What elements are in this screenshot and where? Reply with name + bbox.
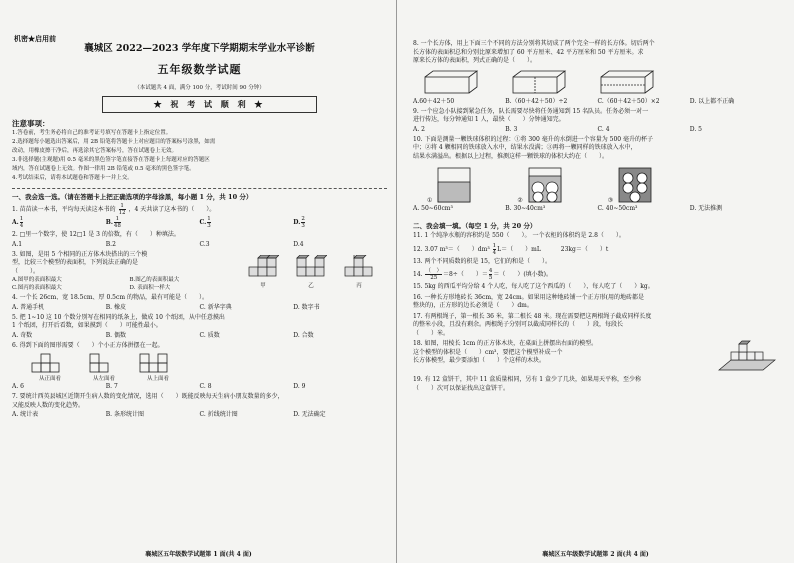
view-figures: [30, 352, 387, 382]
option-b[interactable]: B. 橡皮: [105, 303, 126, 311]
exam-info: （本试题共 4 面，满分 100 分，考试时间 90 分钟）: [134, 85, 265, 91]
option-d[interactable]: $D.\frac{2}{3}$: [293, 216, 305, 229]
cuboid-figures: [423, 69, 782, 95]
page-1: 机密★启用前 襄城区 2022—2023 学年度下学期期末学业水平诊断 五年级数学试题 （本试题共 4 面，满分 100 分，考试时间 90 分钟） ★ 祝 考 试 顺 利 ★ 注意事项： 1.答卷前，考生务必将自己的准考证号填写在答题卡上指定位置。 2.选择题每小题选出答案后，用 2B 铅笔将答题卡上对应题目的答案标号涂黑，如需 改动，用橡皮擦干净后，再选涂其它答案标号，答在试题卷上无效。 3.非选择题(主观题)用 0.5 毫米的黑色签字笔直接答在答题卡上每题对应的答题区 域内，答在试题卷上无效。作图一律用 2B 铅笔或 0.5 毫米的黑色签字笔。 4.考试结束后，请将本试题卷和答题卡一并上交。 一、我会选一选。（请在答题卡上把正确选项的字母涂黑，每小题 1 分，共 10 分） 1. 苗苗读一本书，平均每天读这本书的 $\frac{1}{12}$ ，4 天共读了这本书的（ ）。 $A.\frac{1}{4}$ $B.\frac{1}{48}$ $C.\frac{1}{3}$ $D.\frac{2}{3}$ 2. □里一个数字，使 12□1 是 3 的倍数，有（ ）种填法。 A.1 B.2 C.3 D.4 3. 如图，是用 5 个相同的正方体木块搭出的三个模 型，比较三个模型的表面积，下列说法正确的是 （ ）。 A.图甲的表面积最大 B.图乙的表面积最大 C.图丙的表面积最大 D. 表面积一样大 甲 乙 丙 4. 一个长 26cm、宽 18.5cm、厚 0.5cm 的物品，最有可能是（ ）。 A. 普通手机 B. 橡皮 C. 新华字典 D. 数字书 5. 把 1~10 这 10 个数分别写在相同的纸条上，做成 10 个纸团，从中任意摸出 1 个纸团，打开后看数，如果摸到（ ）可能性最小。 A. 奇数 B. 偶数 C. 质数 D. 合数 6. 得到下面的图形需要（ ）个小正方体拼摆在一起。 从正面看 从左面看 从上面看 A. 6 B. 7 C. 8 D. 9 7. 要统计西英县城区近期开生病人数的变化情况，选用（ ）既能反映每天生病小朋友数量的多少， 又能反映人数的变化趋势。 A. 统计表 B. 条形统计图 C. 折线统计图 D. 无法确定 襄城区五年级数学试题第 1 面(共 4 面): [0, 0, 397, 563]
option-b[interactable]: B. 7: [105, 383, 118, 390]
question-16: 16. 一种长方形地砖长 36cm，宽 24cm。如果用这种地砖铺一个正方形(用的地砖都是: [413, 293, 644, 301]
question-4-options: [12, 303, 387, 312]
option-b[interactable]: B.（60＋42＋50）÷2: [505, 97, 568, 105]
question-18: 18. 如图，用棱长 1cm 的正方体木块，在桌面上拼摆出右面的模型。 这个模型的体积是（ ）cm³，要把这个模型补成一个 长方体模型，最少要添加（ ）个这样的木块。: [413, 338, 782, 374]
note-item: 4.考试结束后，请将本试题卷和答题卡一并上交。: [12, 175, 133, 181]
cube-models: [247, 255, 375, 293]
cube-model-icon: [247, 255, 279, 281]
beaker-overflow-icon: [616, 164, 656, 204]
block-model-icon: [717, 340, 777, 374]
option-b[interactable]: B. 30~40cm³: [505, 205, 546, 212]
option-d[interactable]: D. 合数: [293, 331, 314, 339]
question-4: 4. 一个长 26cm、宽 18.5cm、厚 0.5cm 的物品，最有可能是（ ）。: [12, 294, 208, 301]
exam-title: 襄城区 2022—2023 学年度下学期期末学业水平诊断: [84, 43, 315, 54]
option-d[interactable]: D.4: [293, 240, 304, 248]
question-10: 10. 下面是测量一颗铁球体积的过程：①将 300 毫升的水倒进一个容量为 500 毫升的杯子: [413, 135, 653, 143]
front-view-icon: [30, 352, 70, 374]
option-c[interactable]: C. 折线统计图: [199, 411, 238, 418]
beaker-figures: [427, 164, 782, 204]
question-6: 6. 得到下面的图形需要（ ）个小正方体拼摆在一起。: [12, 341, 164, 349]
question-8-options: [413, 97, 782, 106]
exam-subtitle: 五年级数学试题: [157, 63, 242, 76]
option-c[interactable]: C. 8: [199, 383, 212, 390]
section-1-title: 一、我会选一选。（请在答题卡上把正确选项的字母涂黑，每小题 1 分，共 10 分）: [12, 193, 253, 201]
section-2-title: 二、我会填一填。（每空 1 分，共 20 分）: [413, 222, 537, 230]
beaker-icon: [435, 164, 475, 204]
separator: [12, 188, 387, 189]
cube-model-icon: [343, 255, 375, 281]
question-3: 3. 如图，是用 5 个相同的正方体木块搭出的三个模 型，比较三个模型的表面积，下列说法正确的是 （ ）。 A.图甲的表面积最大 B.图乙的表面积最大 C.图丙的表面积最大 D. 表面积一样大 甲 乙 丙: [12, 249, 387, 293]
question-1-options: [12, 216, 387, 229]
option-d[interactable]: D. 9: [293, 383, 306, 390]
front-view: 从正面看: [30, 352, 70, 382]
model-bing: 丙: [343, 255, 375, 293]
option-a[interactable]: A. 50~60cm³: [413, 205, 453, 212]
option-a[interactable]: A. 6: [12, 383, 24, 390]
cube-model-icon: [295, 255, 327, 281]
option-b[interactable]: B. 3: [505, 125, 518, 133]
option-b[interactable]: B.2: [105, 240, 116, 248]
beaker-3: ③: [608, 164, 656, 204]
beaker-2: ②: [517, 164, 565, 204]
cuboid-icon: [423, 69, 481, 95]
option-d[interactable]: D. 数字书: [293, 303, 320, 311]
option-a[interactable]: A. 普通手机: [12, 303, 45, 311]
option-d[interactable]: D. 无法确定: [293, 411, 326, 418]
option-d[interactable]: D. 表面积一样大: [129, 285, 171, 291]
option-c[interactable]: C.（60＋42＋50）×2: [597, 97, 660, 105]
option-d[interactable]: D. 无法推测: [689, 205, 723, 212]
top-view-icon: [138, 352, 178, 374]
option-c[interactable]: C. 新华字典: [199, 303, 232, 311]
question-1: 1. 苗苗读一本书，平均每天读这本书的 $\frac{1}{12}$ ，4 天共读了这本书的（ ）。: [12, 203, 216, 216]
question-5-options: [12, 331, 387, 340]
note-item: 域内，答在试题卷上无效。作图一律用 2B 铅笔或 0.5 毫米的黑色签字笔。: [12, 166, 195, 172]
option-a[interactable]: A.1: [12, 240, 23, 248]
option-a[interactable]: $A.\frac{1}{4}$: [12, 216, 24, 229]
page-footer: 襄城区五年级数学试题第 2 面(共 4 面): [542, 551, 649, 558]
cuboid-icon: [511, 69, 569, 95]
fraction: $\frac{1}{12}$: [118, 203, 126, 216]
model-jia: 甲: [247, 255, 279, 293]
question-2-options: [12, 240, 387, 249]
question-12: 12. 3.07 m³＝（ ）$dm^3 \frac{1}{4}$ L＝（ ）mL 23kg＝（ ）t: [413, 242, 609, 256]
beaker-with-balls-icon: [526, 164, 566, 204]
option-c[interactable]: C. 质数: [199, 331, 220, 339]
option-b[interactable]: B.图乙的表面积最大: [129, 277, 180, 283]
left-view-icon: [84, 352, 124, 374]
note-item: 改动，用橡皮擦干净后，再选涂其它答案标号，答在试题卷上无效。: [12, 148, 178, 154]
question-8: 8. 一个长方体，用上下面三个不同的方法分别将其切成了两个完全一样的长方体。切后两个: [413, 40, 655, 47]
question-11: 11. 1 个纯净水瓶的容积约是 550（ ）。 一个衣柜的体积约是 2.8（ ）。: [413, 232, 625, 239]
option-d[interactable]: D. 以上都不正确: [689, 97, 735, 105]
question-15: 15. 5kg 的西瓜平均分给 4 个人吃，每人吃了这个西瓜的（ ），每人吃了（ ）kg。: [413, 283, 654, 290]
top-view: 从上面看: [138, 352, 178, 382]
option-c[interactable]: $C.\frac{1}{3}$: [199, 216, 211, 229]
secret-label: 机密★启用前: [14, 34, 56, 43]
question-7-options: [12, 410, 387, 419]
question-9: 9. 一个应急小队接到紧急任务，队长需要尽快将任务通知到 15 名队员。任务必须一对一: [413, 107, 649, 115]
question-6-options: [12, 382, 387, 391]
option-c[interactable]: C.图丙的表面积最大: [12, 285, 62, 291]
question-5: 5. 把 1~10 这 10 个数分别写在相同的纸条上，做成 10 个纸团，从中任意摸出: [12, 313, 225, 321]
question-2: 2. □里一个数字，使 12□1 是 3 的倍数，有（ ）种填法。: [12, 231, 180, 238]
question-10-options: [413, 204, 782, 213]
option-a[interactable]: A. 2: [413, 125, 425, 133]
model-yi: 乙: [295, 255, 327, 293]
option-d[interactable]: D. 5: [689, 125, 702, 133]
option-c[interactable]: C.3: [199, 240, 210, 248]
note-item: 1.答卷前，考生务必将自己的准考证号填写在答题卡上指定位置。: [12, 130, 172, 136]
question-19: 19. 有 12 盒饼干，其中 11 盒质量相同，另有 1 盒少了几块，如果用天平称，至少称: [413, 376, 641, 383]
cuboid-icon: [599, 69, 657, 95]
question-13: 13. 两个不同质数的积是 15，它们的和是（ ）。: [413, 257, 551, 265]
page-2: 8. 一个长方体，用上下面三个不同的方法分别将其切成了两个完全一样的长方体。切后两个 长方体的表面积总和分别比原来增加了 60 平方厘米、42 平方厘米和 50 平方厘米。求 原来长方体的表面积，列式正确的是（ ）。 A.60＋42＋50 B.（60＋42＋50）÷2 C.（60＋42＋50）×2 D. 以上都不正确 9. 一个应急小队接到紧急任务，队长需要尽快将任务通知到 15 名队员。任务必须一对一 进行传达，每分钟通知 1 人，最快（ ）分钟通知完。 A. 2 B. 3 C. 4 D. 5 10. 下面是测量一颗铁球体积的过程：①将 300 毫升的水倒进一个容量为 500 毫升的杯子 中；②将 4 颗相同的铁球放入水中，结果水没满；③再将一颗同样的铁球放入水中， 结果水满溢出。根据以上过程，推测这样一颗铁球的体积大约在（ ）。 ① ② ③ A. 50~60cm³ B. 30~40cm³ C. 40~50cm³ D. 无法推测 二、我会填一填。（每空 1 分，共 20 分） 11. 1 个纯净水瓶的容积约是 550（ ）。 一个衣柜的体积约是 2.8（ ）。 12. 3.07 m³＝（ ）$dm^3 \frac{1}{4}$ L＝（ ）mL 23kg＝（ ）t 13. 两个不同质数的积是 15，它们的和是（ ）。 14. $\frac{( )}{25}$ ＝8÷（ ）$=\frac{4}{5}$ ＝（ ）(填小数)。 15. 5kg 的西瓜平均分给 4 个人吃，每人吃了这个西瓜的（ ），每人吃了（ ）kg。 16. 一种长方形地砖长 36cm，宽 24cm。如果用这种地砖铺一个正方形(用的地砖都是 整块的)，正方形的边长必须是（ ）dm。 17. 有两根绳子，第一根长 36 米，第二根长 48 米。现在需要把这两根绳子截成同样长度 的整米小段，且没有剩余。两根绳子分别可以截成同样长的（ ）段，每段长 （ ）米。 18. 如图，用棱长 1cm 的正方体木块，在桌面上拼摆出右面的模型。 这个模型的体积是（ ）cm³，要把这个模型补成一个 长方体模型，最少要添加（ ）个这样的木块。 19. 有 12 盒饼干，其中 11 盒质量相同，另有 1 盒少了几块，如果用天平称，至少称 （ ）次可以保证找出这盒饼干。 襄城区五年级数学试题第 2 面(共 4 面): [397, 0, 794, 563]
option-a[interactable]: A.60＋42＋50: [413, 97, 455, 105]
notes-title: 注意事项：: [12, 119, 50, 128]
option-c[interactable]: C. 4: [597, 125, 610, 133]
question-7: 7. 要统计西英县城区近期开生病人数的变化情况，选用（ ）既能反映每天生病小朋友数量的多少，: [12, 393, 284, 400]
note-item: 3.非选择题(主观题)用 0.5 毫米的黑色签字笔直接答在答题卡上每题对应的答题区: [12, 157, 210, 163]
note-item: 2.选择题每小题选出答案后，用 2B 铅笔将答题卡上对应题目的答案标号涂黑，如需: [12, 139, 216, 145]
option-c[interactable]: C. 40~50cm³: [597, 205, 638, 212]
option-a[interactable]: A. 奇数: [12, 331, 33, 339]
left-view: 从左面看: [84, 352, 124, 382]
question-9-options: [413, 125, 782, 134]
wish-box: ★ 祝 考 试 顺 利 ★: [102, 96, 317, 113]
option-a[interactable]: A.图甲的表面积最大: [12, 277, 62, 283]
option-b[interactable]: $B.\frac{1}{48}$: [105, 216, 121, 229]
question-17: 17. 有两根绳子，第一根长 36 米，第二根长 48 米。现在需要把这两根绳子截成同样长度: [413, 312, 652, 320]
option-a[interactable]: A. 统计表: [12, 411, 39, 418]
option-b[interactable]: B. 条形统计图: [105, 411, 144, 418]
question-14: 14. $\frac{( )}{25}$ ＝8÷（ ）$=\frac{4}{5}$ ＝（ ）(填小数)。: [413, 268, 553, 281]
option-b[interactable]: B. 偶数: [105, 331, 126, 339]
page-footer: 襄城区五年级数学试题第 1 面(共 4 面): [145, 551, 252, 558]
beaker-1: ①: [427, 164, 475, 204]
